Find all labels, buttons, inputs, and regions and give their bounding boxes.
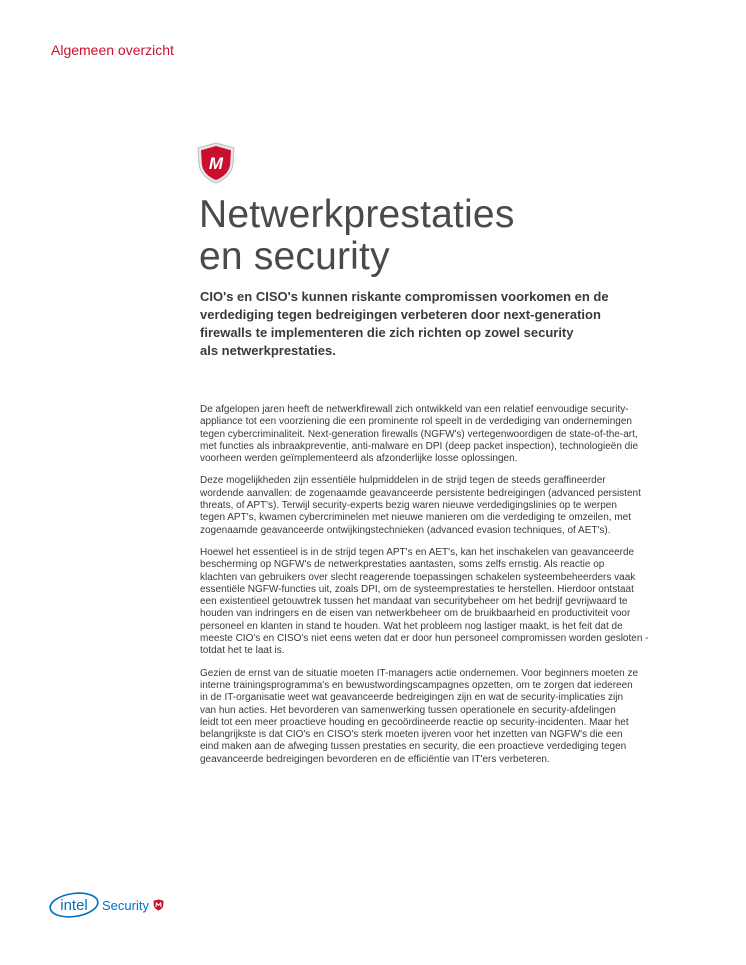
text-line: eind maken aan de afweging tussen prestaties en security, die een proactieve verdediging tegen (200, 741, 627, 753)
intel-logo-icon (48, 891, 100, 919)
text-line: Hoewel het essentieel is in de strijd tegen APT's en AET's, kan het inschakelen van geavanceerde (200, 546, 635, 558)
subtitle-line: firewalls te implementeren die zich richten op zowel security (200, 325, 574, 340)
text-line: belangrijkste is dat CIO's en CISO's sterk moeten ijveren voor het inzetten van NGFW's die een (200, 729, 623, 741)
text-line: met functies als inbraakpreventie, anti-malware en DPI (deep packet inspection), technologieën die (200, 440, 639, 452)
text-line: geavanceerde bedreigingen bevorderen en de efficiëntie van IT'ers verbeteren. (200, 753, 550, 765)
text-line: wordende aanvallen: de zogenaamde geavanceerde persistente bedreigingen (advanced persistent (200, 487, 641, 499)
text-line: bescherming op NGFW's de netwerkprestaties aantasten, soms zelfs ernstig. Als reactie op (200, 559, 605, 571)
intel-wordmark: intel (60, 897, 88, 914)
text-line: appliance tot een voorziening die een prominente rol speelt in de verdediging van ondernemingen (200, 416, 632, 428)
subtitle (200, 288, 660, 360)
subtitle-line: verdediging tegen bedreigingen verbeteren door next-generation (200, 307, 601, 322)
text-line: personeel en klanten in stand te houden. Wat het probleem nog lastiger maakt, is het feit dat de (200, 620, 623, 632)
text-line: tegen cybercriminaliteit. Next-generation firewalls (NGFW's) vertegenwoordigen de state-of-the-art, (200, 428, 638, 440)
subtitle-line: als netwerkprestaties. (200, 343, 336, 358)
text-line: meeste CIO's en CISO's niet eens weten dat er door hun personeel compromissen worden gesloten - (200, 633, 649, 645)
text-line: totdat het te laat is. (200, 645, 285, 657)
paragraph (200, 404, 700, 465)
text-line: threats, of APT's). Terwijl security-experts bezig waren nieuwe verdedigingslinies op te werpen (200, 500, 617, 512)
text-line: voorheen werden geïmplementeerd als afzonderlijke losse oplossingen. (200, 453, 518, 465)
title-line: Netwerkprestaties (199, 193, 515, 236)
footer-security-text: Security (102, 897, 149, 913)
text-line: De afgelopen jaren heeft de netwerkfirewall zich ontwikkeld van een relatief eenvoudige security- (200, 404, 629, 415)
text-line: leidt tot een meer proactieve houding en gecoördineerde reactie op security-incidenten. Maar het (200, 716, 629, 728)
section-label: Algemeen overzicht (51, 42, 174, 58)
mcafee-shield-small-icon (153, 899, 164, 911)
intel-security-logo (48, 891, 164, 919)
text-line: interne trainingsprogramma's en bewustwordingscampagnes opzetten, om te zorgen dat iedereen (200, 679, 633, 691)
text-line: Deze mogelijkheden zijn essentiële hulpmiddelen in de strijd tegen de steeds geraffineerder (200, 475, 606, 487)
text-line: klachten van gebruikers over slecht reagerende toepassingen schakelen systeembeheerders vaak (200, 571, 636, 583)
page-title (199, 194, 649, 278)
title-line: en security (199, 235, 390, 278)
body-text (200, 404, 700, 776)
paragraph (200, 475, 700, 536)
mcafee-shield-icon (196, 142, 236, 184)
paragraph (200, 547, 700, 658)
text-line: een existentieel getouwtrek tussen het mandaat van securitybeheer om het bedrijf gevrijwaard te (200, 596, 628, 608)
subtitle-line: CIO's en CISO's kunnen riskante compromissen voorkomen en de (200, 289, 609, 304)
text-line: essentiële NGFW-functies uit, zoals DPI, om de systeemprestaties te herstellen. Hierdoor ontstaat (200, 583, 634, 595)
text-line: in de IT-organisatie weet wat geavanceerde bedreigingen zijn en wat de security-implicaties zijn (200, 692, 624, 704)
paragraph (200, 668, 700, 766)
logo-letter: M (208, 154, 224, 173)
text-line: Gezien de ernst van de situatie moeten IT-managers actie ondernemen. Voor beginners moeten ze (200, 667, 639, 679)
text-line: houden van indringers en de eisen van netwerkbeheer om de bruikbaarheid en productiviteit voor (200, 608, 631, 620)
text-line: van hun acties. Het bevorderen van samenwerking tussen operationele en security-afdelingen (200, 704, 616, 716)
text-line: zogenaamde geavanceerde ontwijkingstechnieken (advanced evasion techniques, of AET's). (200, 524, 611, 536)
text-line: tegen APT's, kwamen cybercriminelen met nieuwe manieren om die verdediging te omzeilen, met (200, 512, 632, 524)
